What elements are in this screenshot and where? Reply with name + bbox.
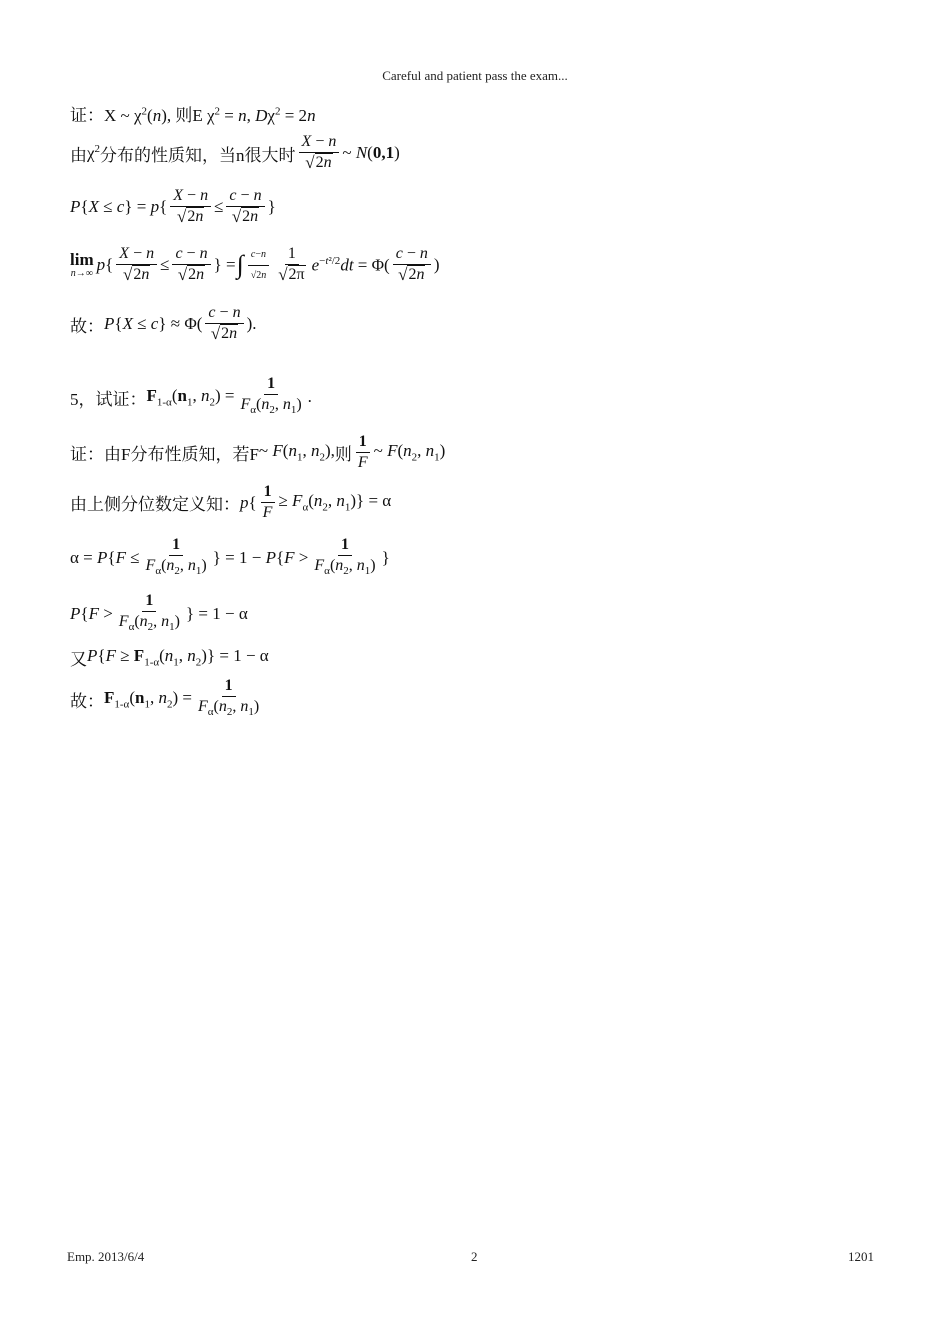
property-text: 分布的性质知，当n很大时 — [100, 145, 296, 165]
proof-line-2: 由 $\chi^2$ 分布的性质知，当n很大时 X − n √ 2n ~ N(0,1) — [70, 133, 400, 172]
footer-left: Emp. 2013/6/4 — [67, 1249, 145, 1264]
also-label: 又 — [70, 650, 87, 669]
proof5-line-5: 又 $P\{F \ge F_{1-\alpha}(n_1$, $n_2)\} = 1 - \alpha$ — [70, 646, 269, 669]
proof-line-1: 证： X ~ $\chi^2(n)$, 则E $\chi^2 = n$, $D\chi^2 = 2n$ — [70, 101, 316, 126]
proof5-line-3: α = P{F ≤ $\frac{1}{F_\alpha(n_2, n_1)}$ } = 1 − P{F > $\frac{1}{F_\alpha(n_2, n_1)}$ } — [70, 536, 390, 578]
page-header: Careful and patient pass the exam... — [382, 68, 568, 83]
proof5-line-6: 故： $F_{1-\alpha}(n_1$, $n_2$) = $\frac{1}{F_\alpha(n_2, n_1)}$ — [70, 677, 260, 719]
proof-line-3: P{X ≤ c} = p{ X − n √ 2n ≤ c − n √ 2n } — [70, 187, 276, 226]
definition-label: 由上侧分位数定义知： — [70, 495, 240, 514]
then-label: 则 — [334, 445, 352, 464]
proof-label: 证： — [70, 106, 104, 125]
by-label: 由 — [70, 145, 87, 165]
proof5-label: 证：由F分布性质知，若F — [70, 445, 259, 464]
proof-line-5: 故： P{X ≤ c} ≈ Φ( c − n √ 2n ). — [70, 304, 257, 343]
proof5-line-4: P{F > $\frac{1}{F_\alpha(n_2, n_1)}$ } = 1 − α — [70, 592, 248, 634]
proof5-line-2: 由上侧分位数定义知： p{ $\frac{1}{F}$ ≥ $F_\alpha(n_2$, $n_1)\} = \alpha$ — [70, 483, 392, 521]
problem-number: 5， — [70, 389, 96, 409]
therefore-label: 故： — [70, 316, 104, 336]
proof5-line-1: 证：由F分布性质知，若F ~ $F(n_1$, $n_2$), 则 $\frac{1}{F}$ ~ $F(n_2$, $n_1$) — [70, 433, 446, 471]
page-number: 2 — [471, 1249, 478, 1264]
footer-right: 1201 — [848, 1249, 874, 1264]
therefore-label-2: 故： — [70, 691, 104, 711]
proof-line-4: lim n→∞ p{ X − n √ 2n ≤ c − n √ 2n } = ∫ $\frac{c-n}{√2n}$ 1 √ 2π $e^{-t^2/2}dt = \Phi$( c − n √ 2n ) — [70, 245, 440, 284]
problem-5: 5， 试证： $F_{1-\alpha}(n_1$, $n_2$) = $\frac{1}{F_\alpha(n_2, n_1)}$ . — [70, 375, 312, 417]
prove-label: 试证： — [95, 389, 147, 409]
